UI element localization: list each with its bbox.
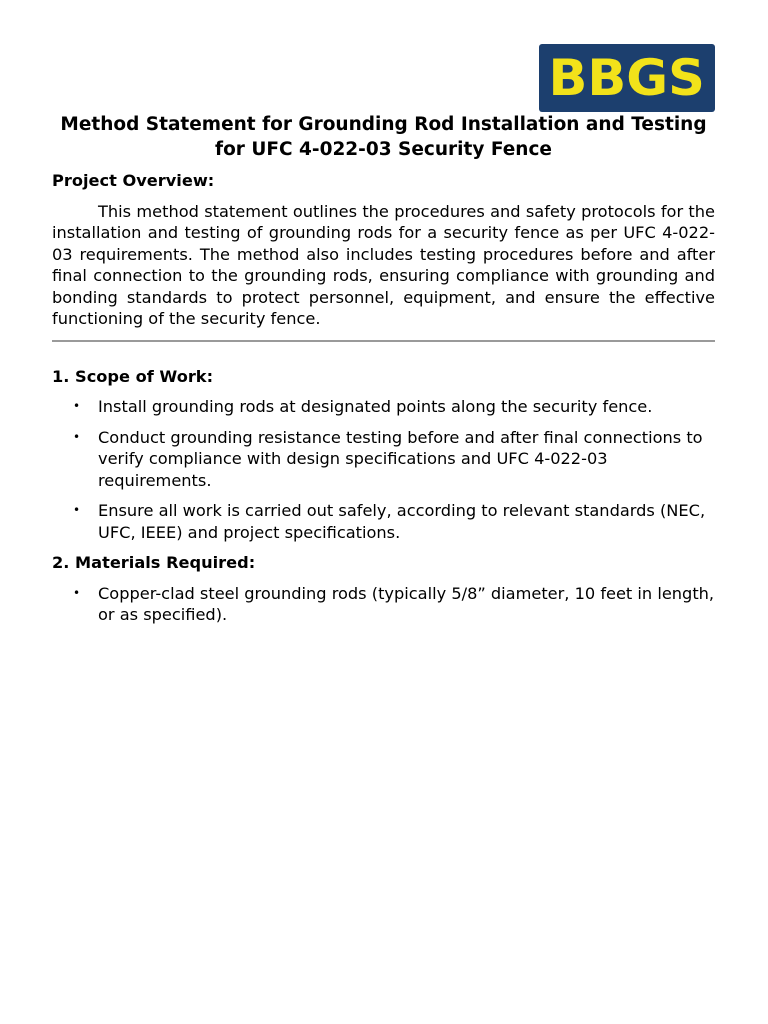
materials-required-list [52, 583, 715, 626]
list-item [52, 427, 715, 492]
materials-required-heading: 2. Materials Required: [52, 553, 256, 572]
logo-text: BBGS [548, 49, 706, 107]
section-divider [52, 340, 715, 342]
bullet-icon: • [73, 503, 81, 517]
list-item-text: Copper-clad steel grounding rods (typically 5/8” diameter, 10 feet in length, or as specified). [98, 583, 715, 624]
scope-of-work-list [52, 396, 715, 543]
project-overview-heading: Project Overview: [52, 171, 215, 190]
list-item [52, 500, 715, 543]
list-item-text: Ensure all work is carried out safely, according to relevant standards (NEC, UFC, IEEE) and project specifications. [98, 501, 706, 542]
document-body [52, 170, 715, 635]
document-title: Method Statement for Grounding Rod Installation and Testing for UFC 4-022-03 Security Fence [60, 114, 707, 160]
bullet-icon: • [73, 429, 81, 444]
list-item [52, 396, 715, 418]
project-overview-text: This method statement outlines the procedures and safety protocols for the installation and testing of grounding rods for a security fence as per UFC 4-022-03 requirements. The method also includes testing procedures before and after final connection to the grounding rods, ensuring compliance with grounding and bonding standards to protect personnel, equipment, and ensure the effective functioning of the security fence. [52, 201, 715, 328]
scope-of-work-heading: 1. Scope of Work: [52, 366, 214, 386]
bullet-icon: • [73, 399, 81, 413]
list-item-text: Conduct grounding resistance testing before and after final connections to verify compliance with design specifications and UFC 4-022-03 requirements. [98, 427, 703, 490]
list-item-text: Install grounding rods at designated points along the security fence. [98, 397, 653, 416]
bullet-icon: • [73, 585, 81, 600]
list-item [52, 583, 715, 626]
bbgs-logo [539, 44, 715, 112]
